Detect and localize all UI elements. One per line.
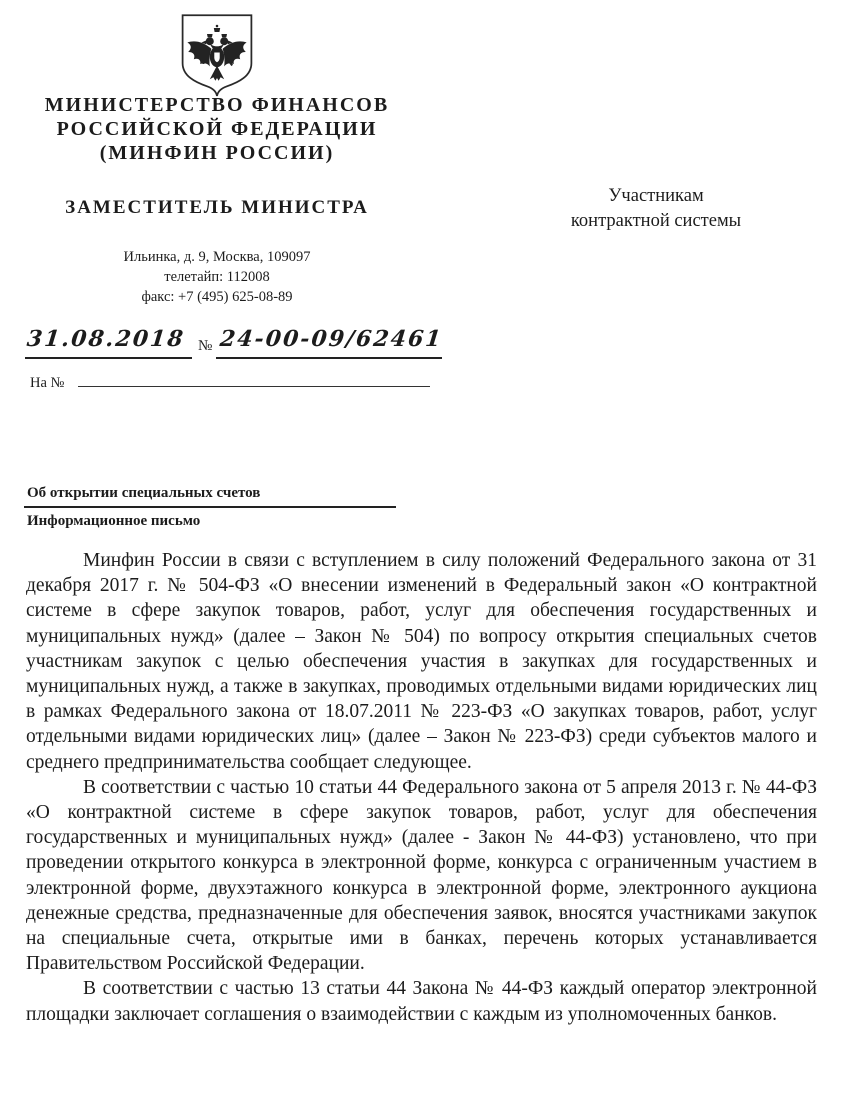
reference-row <box>25 326 445 359</box>
body-paragraph: Минфин России в связи с вступлением в силу положений Федерального закона от 31 декабря 2017 г. № 504-ФЗ «О внесении изменений в Федеральный закон «О контрактной системе в сфере закупок товаров, работ, услуг для обеспечения государственных и муниципальных нужд» (далее – Закон № 504) по вопросу открытия специальных счетов участникам закупок с целью обеспечения участия в закупках для государственных и муниципальных нужд, а также в закупках, проводимых отдельными видами юридических лиц в рамках Федерального закона от 18.07.2011 № 223-ФЗ «О закупках товаров, работ, услуг отдельными видами юридических лиц» (далее – Закон № 223-ФЗ) среди субъектов малого и среднего предпринимательства сообщает следующее. <box>26 550 817 773</box>
coat-of-arms-emblem <box>177 11 257 101</box>
address-line: телетайп: 112008 <box>164 269 270 285</box>
letter-body <box>26 548 817 1027</box>
body-paragraph: В соответствии с частью 10 статьи 44 Федерального закона от 5 апреля 2013 г. № 44-ФЗ «О контрактной системе в сфере закупок товаров, работ, услуг для обеспечения государственных и муниципальных нужд» (далее - Закон № 44-ФЗ) установлено, что при проведении открытого конкурса в электронной форме, конкурса с ограниченным участием в электронной форме, двухэтажного конкурса в электронной форме, электронного аукциона денежные средства, предназначенные для обеспечения заявок, вносятся участниками закупок на специальные счета, открытые ими в банках, перечень которых устанавливается Правительством Российской Федерации. <box>26 776 817 975</box>
ministry-name-line: МИНИСТЕРСТВО ФИНАНСОВ <box>44 94 390 116</box>
address-line: Ильинка, д. 9, Москва, 109097 <box>123 249 311 265</box>
outgoing-number-field <box>216 326 445 359</box>
recipient-line: Участникам <box>608 186 704 206</box>
reply-reference-row <box>30 369 430 392</box>
subject-line: Об открытии специальных счетов <box>27 485 261 501</box>
reply-number-blank-line <box>78 369 430 387</box>
address-line: факс: +7 (495) 625-08-89 <box>141 289 293 305</box>
official-title: ЗАМЕСТИТЕЛЬ МИНИСТРА <box>65 197 369 218</box>
body-paragraph: В соответствии с частью 13 статьи 44 Закона № 44-ФЗ каждый оператор электронной площадки заключает соглашения о взаимодействии с каждым из уполномоченных банков. <box>26 978 817 1025</box>
recipient-block <box>488 184 824 234</box>
ministry-name-block <box>18 93 416 165</box>
address-block <box>18 247 416 307</box>
double-headed-eagle-icon <box>177 11 257 101</box>
reply-number-label: На № <box>30 375 65 391</box>
outgoing-date-handwritten: 31.08.2018 <box>25 326 187 352</box>
outgoing-number-handwritten: 24-00-09/62461 <box>218 326 445 352</box>
ministry-name-line: РОССИЙСКОЙ ФЕДЕРАЦИИ <box>56 118 378 140</box>
document-type-label: Информационное письмо <box>27 513 201 529</box>
subject-block <box>27 484 457 531</box>
subject-divider <box>24 506 396 508</box>
outgoing-date-field <box>25 326 192 359</box>
recipient-line: контрактной системы <box>570 211 742 231</box>
number-sign-label: № <box>198 338 213 354</box>
ministry-name-line: (МИНФИН РОССИИ) <box>99 142 335 164</box>
